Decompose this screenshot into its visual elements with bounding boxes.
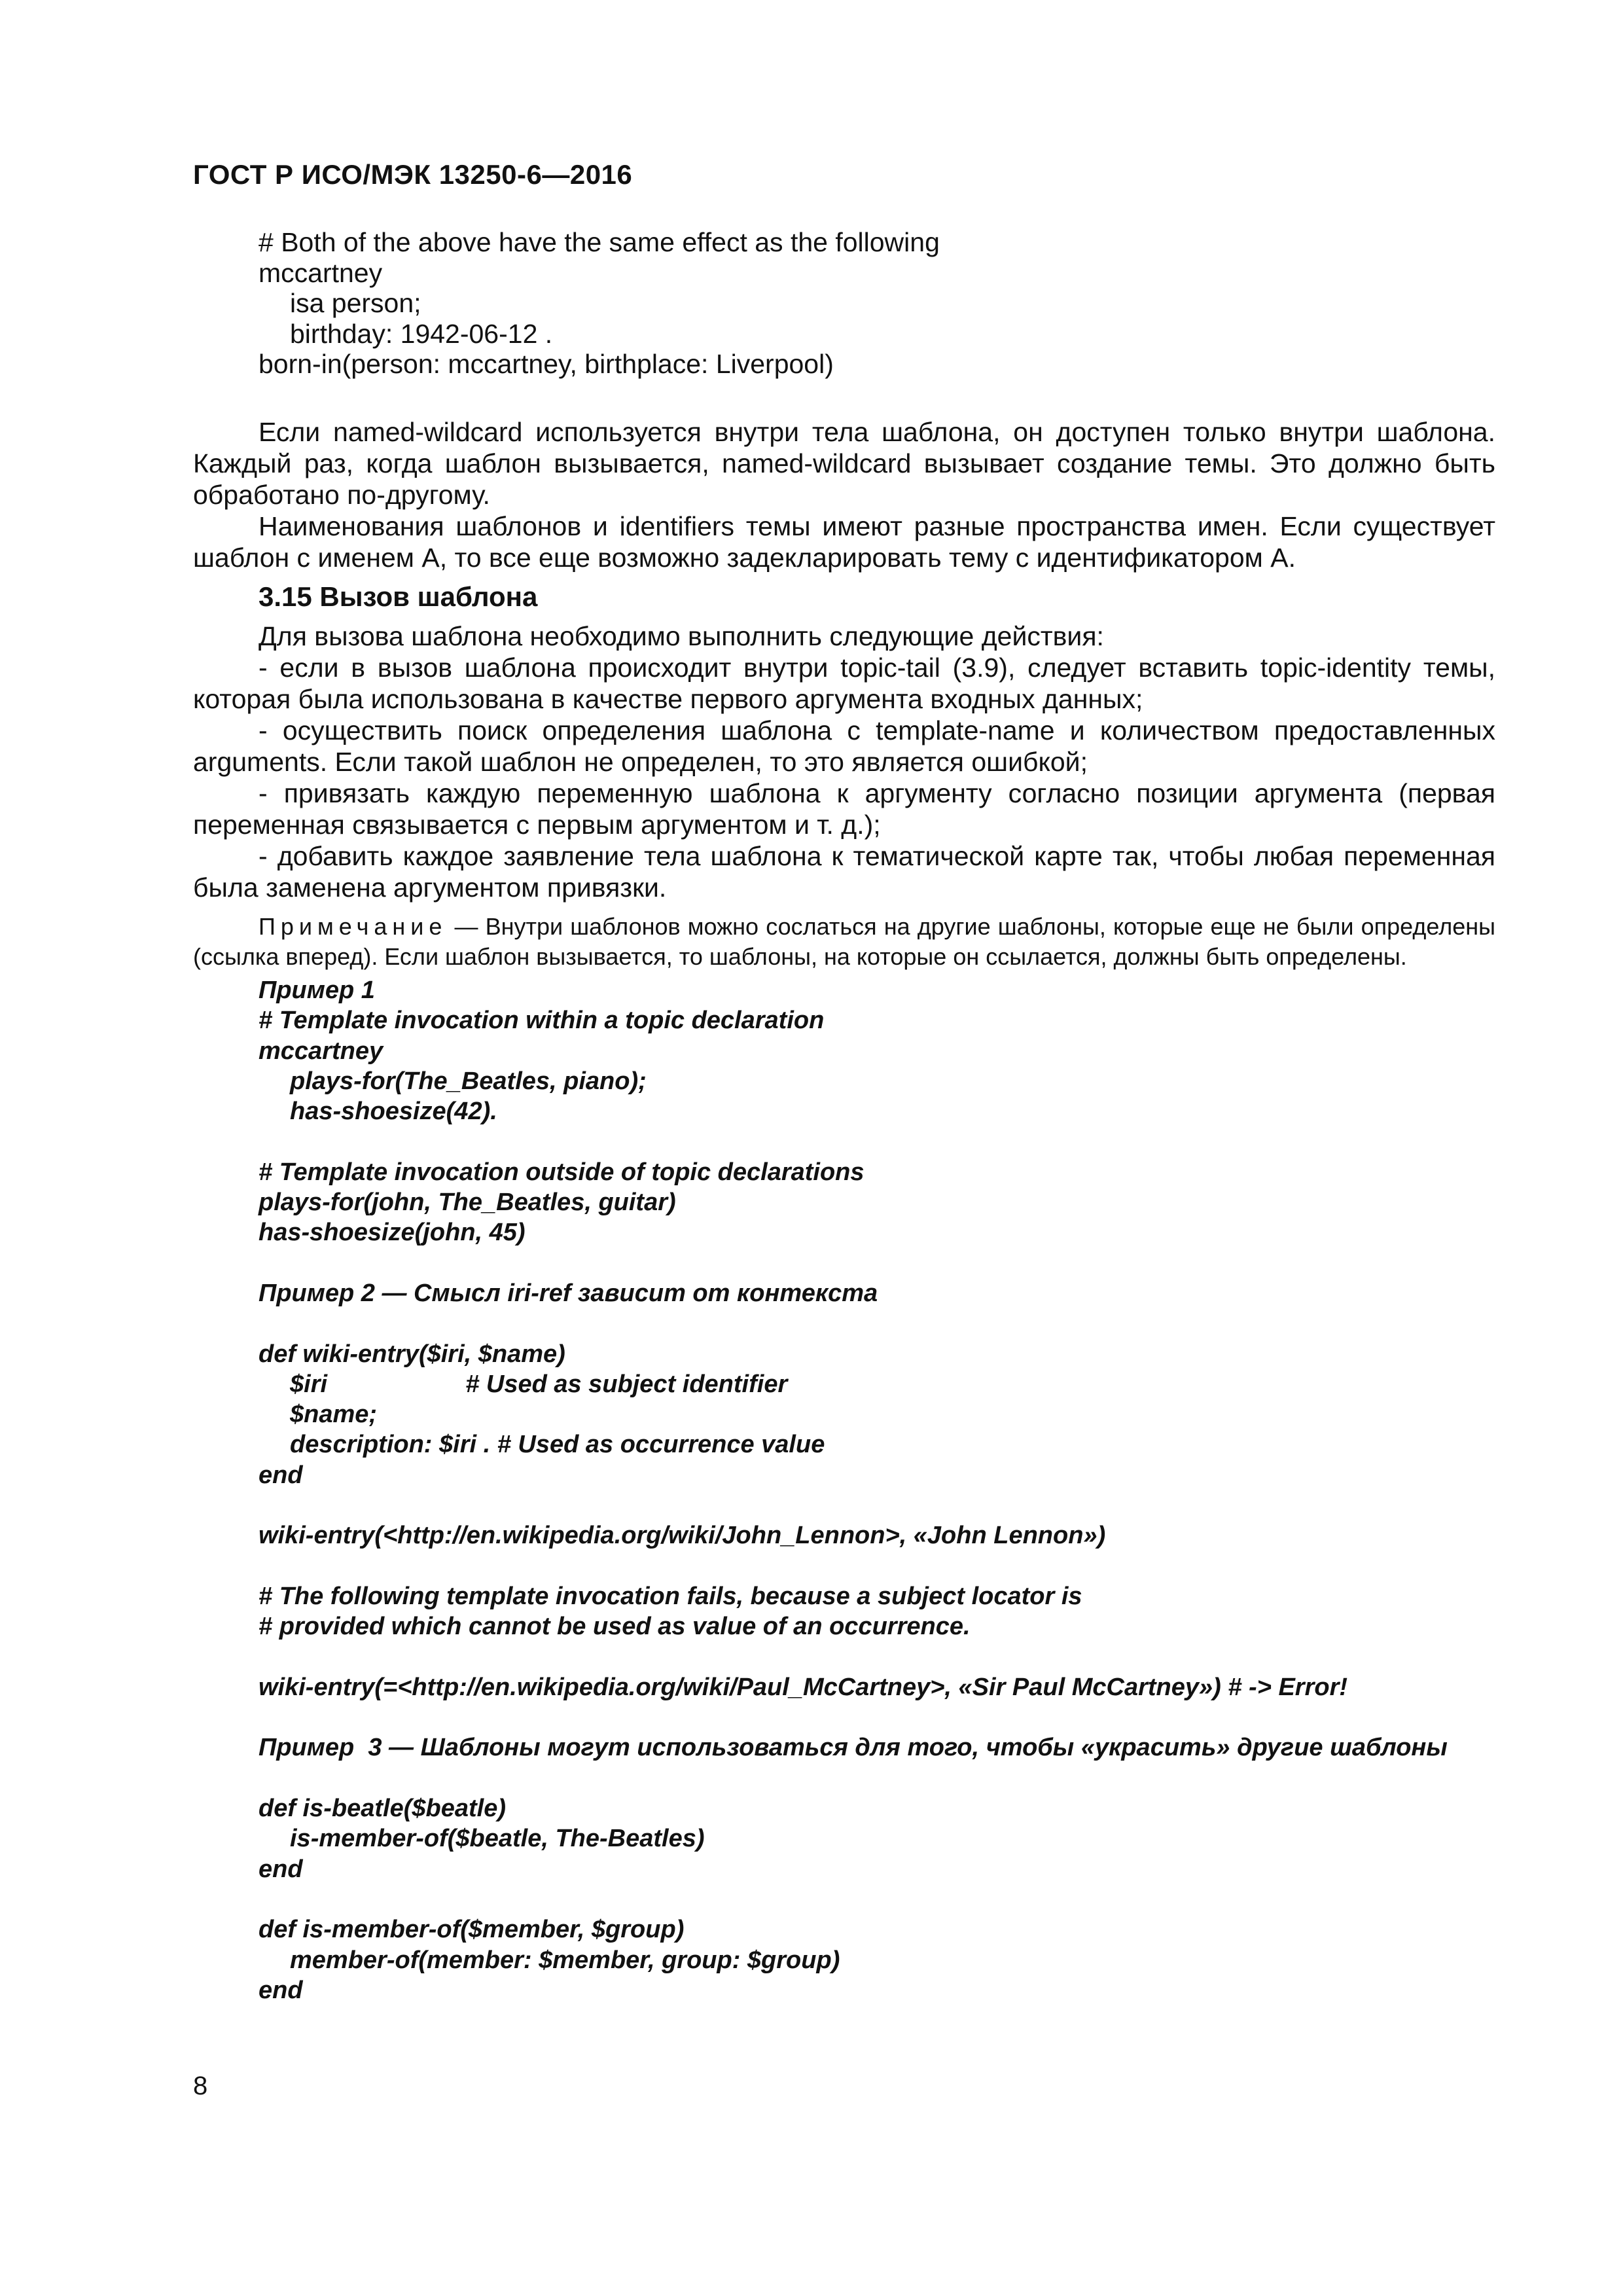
paragraph: Наименования шаблонов и identifiers темы имеют разные пространства имен. Если существует шаблон с именем A, то все еще возможно задекларировать тему с идентификатором A. <box>193 511 1495 573</box>
example-line: is-member-of($beatle, The-Beatles) <box>290 1825 705 1853</box>
example-line: # provided which cannot be used as value of an occurrence. <box>259 1613 971 1641</box>
code-line: born-in(person: mccartney, birthplace: Liverpool) <box>259 349 834 379</box>
example-line: # Template invocation outside of topic declarations <box>259 1158 865 1186</box>
note-text: — Внутри шаблонов можно сослаться на другие шаблоны, которые еще не были определены (ссылка вперед). Если шаблон вызывается, то шаблоны, на которые он ссылается, должны быть определены. <box>193 913 1495 970</box>
example-line: end <box>259 1461 303 1489</box>
note-label: Примечание <box>259 913 448 940</box>
example-line: end <box>259 1976 303 2004</box>
example-line: has-shoesize(42). <box>290 1098 497 1126</box>
section-heading: 3.15 Вызов шаблона <box>259 581 538 612</box>
list-item: - добавить каждое заявление тела шаблона к тематической карте так, чтобы любая переменная была заменена аргументом привязки. <box>193 841 1495 903</box>
example-line: # The following template invocation fails, because a subject locator is <box>259 1582 1082 1610</box>
example-line: wiki-entry(=<http://en.wikipedia.org/wiki/Paul_McCartney>, «Sir Paul McCartney») # -> Error! <box>259 1673 1348 1701</box>
list-item: - привязать каждую переменную шаблона к аргументу согласно позиции аргумента (первая переменная связывается с первым аргументом и т. д.); <box>193 778 1495 840</box>
examples-block <box>259 975 1448 2005</box>
example-line: has-shoesize(john, 45) <box>259 1219 526 1247</box>
example-line <box>259 1884 1448 1914</box>
code-line: # Both of the above have the same effect as the following <box>259 227 940 257</box>
example-line <box>259 1126 1448 1157</box>
paragraph: Если named-wildcard используется внутри тела шаблона, он доступен только внутри шаблона. Каждый раз, когда шаблон вызывается, named-wildcard вызывает создание темы. Это должно быть обработано по-другому. <box>193 417 1495 510</box>
list-item: - осуществить поиск определения шаблона с template-name и количеством предоставленных arguments. Если такой шаблон не определен, то это является ошибкой; <box>193 715 1495 777</box>
example-line: wiki-entry(<http://en.wikipedia.org/wiki/John_Lennon>, «John Lennon») <box>259 1522 1106 1550</box>
example-line <box>259 1763 1448 1793</box>
list-item: - если в вызов шаблона происходит внутри topic-tail (3.9), следует вставить topic-identity темы, которая была использована в качестве первого аргумента входных данных; <box>193 653 1495 714</box>
example-line <box>259 1248 1448 1278</box>
example-line: mccartney <box>259 1037 383 1065</box>
example-line <box>259 1642 1448 1672</box>
example-line: description: $iri . # Used as occurrence value <box>290 1431 825 1459</box>
code-line: isa person; <box>290 288 421 318</box>
example-line: member-of(member: $member, group: $group) <box>290 1946 840 1974</box>
document-header: ГОСТ Р ИСО/МЭК 13250-6—2016 <box>193 159 633 190</box>
page-number: 8 <box>193 2072 208 2100</box>
example-line: Пример 2 — Смысл iri-ref зависит от контекста <box>259 1279 878 1307</box>
code-line: mccartney <box>259 257 383 288</box>
example-line: def is-beatle($beatle) <box>259 1795 506 1823</box>
example-line: plays-for(The_Beatles, piano); <box>290 1067 647 1095</box>
example-line: plays-for(john, The_Beatles, guitar) <box>259 1189 676 1217</box>
example-line: Пример 3 — Шаблоны могут использоваться для того, чтобы «украсить» другие шаблоны <box>259 1734 1448 1762</box>
example-line <box>259 1551 1448 1581</box>
paragraph: Для вызова шаблона необходимо выполнить следующие действия: <box>259 621 1104 651</box>
example-line <box>259 1308 1448 1338</box>
example-line: Пример 1 <box>259 977 375 1004</box>
example-line: def wiki-entry($iri, $name) <box>259 1340 565 1368</box>
note <box>193 912 1495 972</box>
example-line: def is-member-of($member, $group) <box>259 1916 685 1944</box>
example-line: # Template invocation within a topic declaration <box>259 1007 825 1035</box>
example-line: $name; <box>290 1401 378 1429</box>
body-section <box>193 416 1495 903</box>
example-line <box>259 1490 1448 1520</box>
code-intro-block <box>259 227 940 380</box>
code-line: birthday: 1942-06-12 . <box>290 318 553 349</box>
example-line: end <box>259 1855 303 1883</box>
example-line <box>259 1702 1448 1732</box>
example-line: $iri # Used as subject identifier <box>290 1370 788 1398</box>
